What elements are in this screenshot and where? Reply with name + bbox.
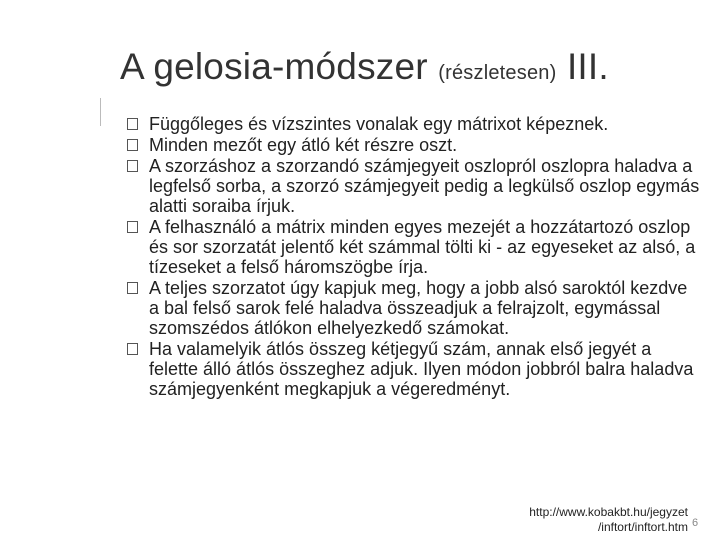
source-link[interactable] xyxy=(498,505,688,535)
bullet-item xyxy=(127,217,702,277)
bullet-item xyxy=(127,135,702,155)
slide-title xyxy=(120,46,609,88)
bullet-list xyxy=(127,114,702,400)
bullet-box-icon xyxy=(127,160,138,172)
page-number: 6 xyxy=(692,517,699,529)
bullet-box-icon xyxy=(127,221,138,233)
source-link-line1[interactable]: http://www.kobakbt.hu/jegyzet xyxy=(529,505,688,519)
bullet-text: Ha valamelyik átlós összeg kétjegyű szám, annak első jegyét a felette álló átlós összeghez adjuk. Ilyen módon jobbról balra haladva számjegyenként megkapjuk a végeredményt. xyxy=(149,339,694,399)
bullet-text: Minden mezőt egy átló két részre oszt. xyxy=(149,135,458,155)
bullet-item xyxy=(127,114,702,134)
bullet-box-icon xyxy=(127,139,138,151)
bullet-item xyxy=(127,156,702,216)
bullet-text: A felhasználó a mátrix minden egyes mezejét a hozzátartozó oszlop és sor szorzatát jelentő két számmal tölti ki - az egyeseket az alsó, a tízeseket a felső háromszögbe írja. xyxy=(149,217,696,277)
bullet-text: Függőleges és vízszintes vonalak egy mátrixot képeznek. xyxy=(149,114,609,134)
title-subtitle: (részletesen) xyxy=(438,62,557,84)
bullet-box-icon xyxy=(127,282,138,294)
bullet-text: A teljes szorzatot úgy kapjuk meg, hogy a jobb alsó saroktól kezdve a bal felső sarok felé haladva összeadjuk a felrajzolt, egymással szomszédos átlókon elhelyezkedő számokat. xyxy=(149,278,688,338)
bullet-box-icon xyxy=(127,343,138,355)
title-number: III. xyxy=(566,46,609,87)
bullet-box-icon xyxy=(127,118,138,130)
source-link-line2[interactable]: /inftort/inftort.htm xyxy=(597,520,688,534)
bullet-item xyxy=(127,339,702,399)
bullet-text: A szorzáshoz a szorzandó számjegyeit oszlopról oszlopra haladva a legfelső sorba, a szorzó számjegyeit pedig a legkülső oszlop egymás alatti soraiba írjuk. xyxy=(149,156,700,216)
decorative-rule xyxy=(100,98,101,126)
title-main: A gelosia-módszer xyxy=(120,46,428,87)
bullet-item xyxy=(127,278,702,338)
